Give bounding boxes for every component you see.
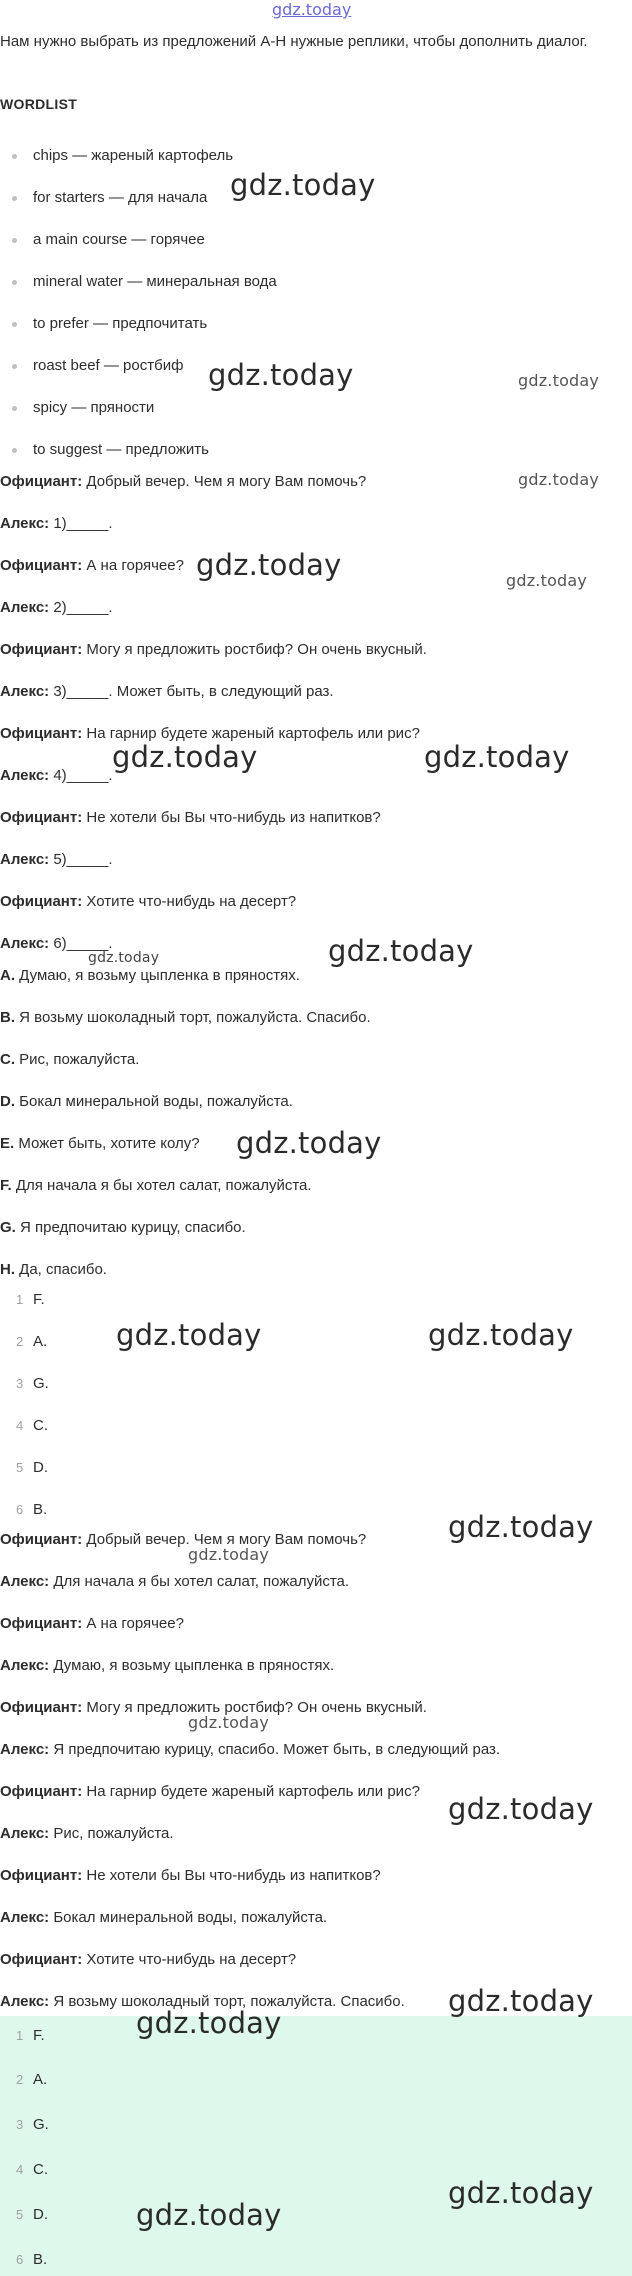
option-text: Я возьму шоколадный торт, пожалуйста. Спасибо. xyxy=(15,1009,371,1026)
wordlist-item: a main course — горячее xyxy=(33,231,205,248)
answer-value: C. xyxy=(33,1417,48,1434)
line-text: 6)_____. xyxy=(49,935,113,952)
dialog-line xyxy=(0,640,427,660)
watermark: gdz.today xyxy=(448,1510,594,1544)
answer-value: D. xyxy=(33,1459,48,1476)
dialog-line xyxy=(0,1572,349,1592)
speaker: Официант: xyxy=(0,641,83,658)
speaker: Алекс: xyxy=(0,1657,50,1674)
line-text: Я предпочитаю курицу, спасибо. Может быть, в следующий раз. xyxy=(49,1741,501,1758)
speaker: Официант: xyxy=(0,1951,83,1968)
option-letter: H. xyxy=(0,1261,15,1278)
watermark: gdz.today xyxy=(196,548,342,582)
site-logo-link[interactable]: gdz.today xyxy=(272,0,352,19)
watermark: gdz.today xyxy=(448,1984,594,2018)
option-letter: B. xyxy=(0,1009,15,1026)
speaker: Официант: xyxy=(0,1867,83,1884)
bullet-icon xyxy=(12,196,17,201)
line-text: Не хотели бы Вы что-нибудь из напитков? xyxy=(82,809,381,826)
wordlist-item: mineral water — минеральная вода xyxy=(33,273,277,290)
line-text: Добрый вечер. Чем я могу Вам помочь? xyxy=(82,473,367,490)
wordlist-item: chips — жареный картофель xyxy=(33,147,234,164)
dialog-line xyxy=(0,808,381,828)
line-text: Я возьму шоколадный торт, пожалуйста. Спасибо. xyxy=(49,1993,405,2010)
dialog-line xyxy=(0,1950,296,1970)
watermark: gdz.today xyxy=(328,934,474,968)
watermark: gdz.today xyxy=(424,740,570,774)
wordlist-item: spicy — пряности xyxy=(33,399,155,416)
answer-number: 1 xyxy=(16,1292,24,1307)
speaker: Алекс: xyxy=(0,935,50,952)
wordlist-item: for starters — для начала xyxy=(33,189,208,206)
answer-number: 6 xyxy=(16,1502,24,1517)
watermark: gdz.today xyxy=(136,2198,282,2232)
line-text: Хотите что-нибудь на десерт? xyxy=(82,893,297,910)
watermark: gdz.today xyxy=(428,1318,574,1352)
watermark: gdz.today xyxy=(188,1713,270,1732)
watermark: gdz.today xyxy=(188,1545,270,1564)
dialog-line xyxy=(0,682,334,702)
answer-value: D. xyxy=(33,2206,48,2223)
speaker: Официант: xyxy=(0,1783,83,1800)
option-text: Да, спасибо. xyxy=(15,1261,107,1278)
bullet-icon xyxy=(12,448,17,453)
answer-number: 5 xyxy=(16,1460,24,1475)
dialog-line xyxy=(0,556,184,576)
option-line xyxy=(0,1008,371,1028)
task-intro: Нам нужно выбрать из предложений A-H нужные реплики, чтобы дополнить диалог. xyxy=(0,33,588,50)
option-line xyxy=(0,1134,200,1154)
speaker: Алекс: xyxy=(0,1741,50,1758)
option-text: Я предпочитаю курицу, спасибо. xyxy=(15,1219,246,1236)
watermark: gdz.today xyxy=(136,2006,282,2040)
bullet-icon xyxy=(12,364,17,369)
option-letter: E. xyxy=(0,1135,15,1152)
option-line xyxy=(0,966,300,986)
dialog-line xyxy=(0,472,366,492)
speaker: Официант: xyxy=(0,1615,83,1632)
bullet-icon xyxy=(12,406,17,411)
option-letter: F. xyxy=(0,1177,12,1194)
watermark: gdz.today xyxy=(208,358,354,392)
bullet-icon xyxy=(12,280,17,285)
dialog-line xyxy=(0,1740,500,1760)
speaker: Официант: xyxy=(0,725,83,742)
line-text: Для начала я бы хотел салат, пожалуйста. xyxy=(49,1573,350,1590)
answer-value: F. xyxy=(33,1291,45,1308)
dialog-line xyxy=(0,1824,174,1844)
speaker: Официант: xyxy=(0,809,83,826)
option-line xyxy=(0,1176,312,1196)
answer-number: 6 xyxy=(16,2252,24,2267)
watermark: gdz.today xyxy=(518,470,600,489)
option-line xyxy=(0,1218,246,1238)
option-letter: D. xyxy=(0,1093,15,1110)
answer-number: 4 xyxy=(16,1418,24,1433)
highlighted-answer-block xyxy=(0,2016,632,2276)
answer-value: F. xyxy=(33,2027,45,2044)
option-letter: G. xyxy=(0,1219,16,1236)
option-text: Рис, пожалуйста. xyxy=(15,1051,140,1068)
line-text: Хотите что-нибудь на десерт? xyxy=(82,1951,297,1968)
line-text: Рис, пожалуйста. xyxy=(49,1825,174,1842)
answer-value: G. xyxy=(33,2116,49,2133)
dialog-line xyxy=(0,766,113,786)
dialog-line xyxy=(0,892,296,912)
answer-number: 3 xyxy=(16,2117,24,2132)
answer-number: 1 xyxy=(16,2028,24,2043)
line-text: 1)_____. xyxy=(49,515,113,532)
dialog-line xyxy=(0,514,113,534)
speaker: Алекс: xyxy=(0,683,50,700)
answer-value: B. xyxy=(33,2251,48,2268)
line-text: На гарнир будете жареный картофель или рис? xyxy=(82,725,420,742)
speaker: Алекс: xyxy=(0,851,50,868)
watermark: gdz.today xyxy=(236,1126,382,1160)
option-line xyxy=(0,1260,107,1280)
watermark: gdz.today xyxy=(88,950,160,966)
wordlist-item: to suggest — предложить xyxy=(33,441,209,458)
line-text: А на горячее? xyxy=(82,1615,184,1632)
line-text: На гарнир будете жареный картофель или рис? xyxy=(82,1783,420,1800)
answer-value: C. xyxy=(33,2161,48,2178)
option-line xyxy=(0,1050,139,1070)
speaker: Алекс: xyxy=(0,1909,50,1926)
watermark: gdz.today xyxy=(230,168,376,202)
speaker: Алекс: xyxy=(0,767,50,784)
option-letter: C. xyxy=(0,1051,15,1068)
answer-number: 5 xyxy=(16,2207,24,2222)
line-text: Добрый вечер. Чем я могу Вам помочь? xyxy=(82,1531,367,1548)
answer-number: 2 xyxy=(16,1334,24,1349)
bullet-icon xyxy=(12,238,17,243)
answer-value: B. xyxy=(33,1501,48,1518)
wordlist-title: WORDLIST xyxy=(0,96,78,112)
dialog-line xyxy=(0,1782,420,1802)
dialog-line xyxy=(0,1614,184,1634)
speaker: Алекс: xyxy=(0,515,50,532)
line-text: 2)_____. xyxy=(49,599,113,616)
answer-value: G. xyxy=(33,1375,49,1392)
bullet-icon xyxy=(12,322,17,327)
dialog-line xyxy=(0,850,113,870)
speaker: Официант: xyxy=(0,1699,83,1716)
answer-number: 4 xyxy=(16,2162,24,2177)
line-text: Бокал минеральной воды, пожалуйста. xyxy=(49,1909,328,1926)
option-text: Для начала я бы хотел салат, пожалуйста. xyxy=(11,1177,312,1194)
speaker: Официант: xyxy=(0,893,83,910)
bullet-icon xyxy=(12,154,17,159)
watermark: gdz.today xyxy=(518,371,600,390)
wordlist-item: roast beef — ростбиф xyxy=(33,357,184,374)
speaker: Алекс: xyxy=(0,1825,50,1842)
watermark: gdz.today xyxy=(112,740,258,774)
dialog-line xyxy=(0,1866,381,1886)
watermark: gdz.today xyxy=(506,571,588,590)
watermark: gdz.today xyxy=(116,1318,262,1352)
speaker: Официант: xyxy=(0,473,83,490)
speaker: Официант: xyxy=(0,557,83,574)
answer-number: 3 xyxy=(16,1376,24,1391)
speaker: Алекс: xyxy=(0,1573,50,1590)
line-text: 4)_____. xyxy=(49,767,113,784)
line-text: Думаю, я возьму цыпленка в пряностях. xyxy=(49,1657,335,1674)
speaker: Алекс: xyxy=(0,599,50,616)
answer-value: A. xyxy=(33,1333,48,1350)
answer-number: 2 xyxy=(16,2072,24,2087)
line-text: 5)_____. xyxy=(49,851,113,868)
dialog-line xyxy=(0,1656,334,1676)
option-letter: A. xyxy=(0,967,15,984)
option-line xyxy=(0,1092,293,1112)
answer-value: A. xyxy=(33,2071,48,2088)
watermark: gdz.today xyxy=(448,1792,594,1826)
line-text: Не хотели бы Вы что-нибудь из напитков? xyxy=(82,1867,381,1884)
option-text: Может быть, хотите колу? xyxy=(14,1135,200,1152)
watermark: gdz.today xyxy=(448,2176,594,2210)
speaker: Официант: xyxy=(0,1531,83,1548)
dialog-line xyxy=(0,1908,327,1928)
line-text: Могу я предложить ростбиф? Он очень вкусный. xyxy=(82,1699,427,1716)
wordlist-item: to prefer — предпочитать xyxy=(33,315,208,332)
line-text: Могу я предложить ростбиф? Он очень вкусный. xyxy=(82,641,427,658)
line-text: А на горячее? xyxy=(82,557,184,574)
dialog-line xyxy=(0,598,113,618)
line-text: 3)_____. Может быть, в следующий раз. xyxy=(49,683,334,700)
speaker: Алекс: xyxy=(0,1993,50,2010)
option-text: Бокал минеральной воды, пожалуйста. xyxy=(15,1093,293,1110)
dialog-line xyxy=(0,1530,366,1550)
option-text: Думаю, я возьму цыпленка в пряностях. xyxy=(15,967,300,984)
